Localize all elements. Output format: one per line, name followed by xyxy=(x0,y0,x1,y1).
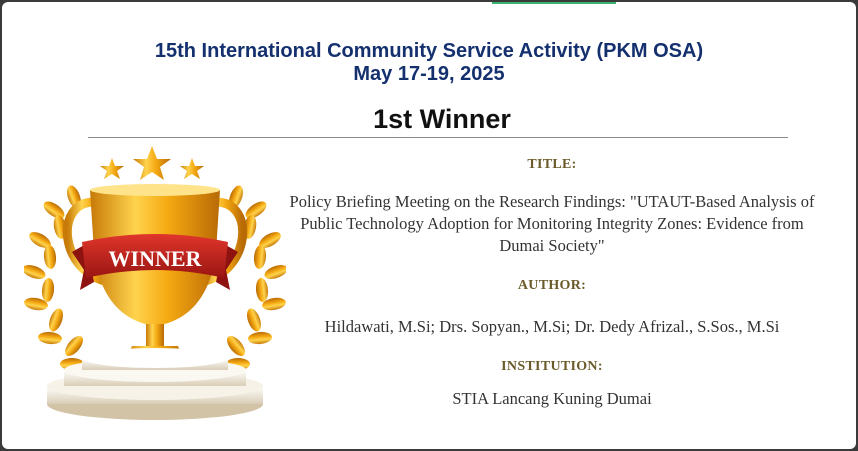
top-indicator-bar xyxy=(492,2,616,4)
institution-label: INSTITUTION: xyxy=(501,359,603,374)
author-value: Hildawati, M.Si; Drs. Sopyan., M.Si; Dr. Dedy Afrizal., S.Sos., M.Si xyxy=(324,317,780,336)
event-title: 15th International Community Service Activity (PKM OSA) xyxy=(154,40,704,62)
event-date: May 17-19, 2025 xyxy=(353,63,505,85)
title-value: Policy Briefing Meeting on the Research Findings: "UTAUT-Based Analysis of Public Technology Adoption for Monitoring Integrity Zones: Evidence from Dumai Society" xyxy=(289,192,815,255)
title-label: TITLE: xyxy=(527,157,577,172)
star-icon xyxy=(100,146,204,180)
divider xyxy=(88,137,788,138)
institution-value: STIA Lancang Kuning Dumai xyxy=(452,389,652,408)
award-title: 1st Winner xyxy=(373,104,511,134)
ribbon-text: WINNER xyxy=(108,246,202,271)
trophy-icon xyxy=(24,142,286,427)
certificate-card xyxy=(2,2,856,449)
author-label: AUTHOR: xyxy=(517,278,587,293)
